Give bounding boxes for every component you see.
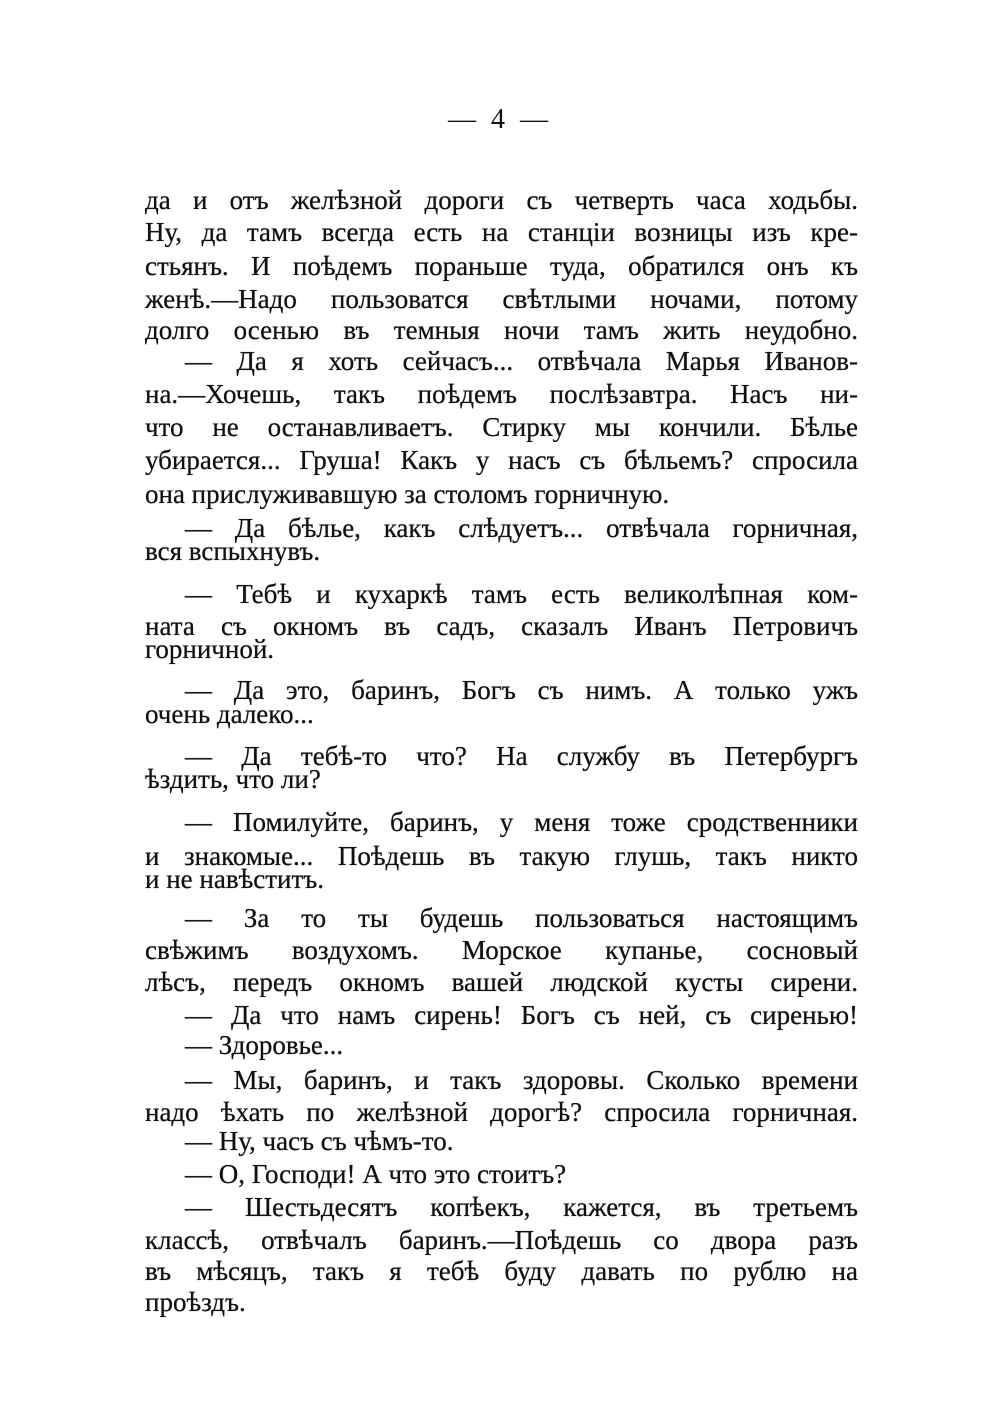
text-line: очень далеко... [145,699,314,729]
text-line: лѣсъ, передъ окномъ вашей людской кусты сирени. [145,967,858,997]
text-line: — Да это, баринъ, Богъ съ нимъ. А только ужъ [185,675,858,705]
page-number: — 4 — [448,104,552,135]
text-line: на.—Хочешь, такъ поѣдемъ послѣзавтра. Насъ ни- [145,379,858,409]
text-line: — Да я хоть сейчасъ... отвѣчала Марья Иванов- [185,346,858,376]
text-line: — За то ты будешь пользоваться настоящимъ [185,903,858,933]
text-line: ната съ окномъ въ садъ, сказалъ Иванъ Петровичъ [145,611,858,641]
text-line: убирается... Груша! Какъ у насъ съ бѣльемъ? спросила [145,445,858,475]
text-line: — Помилуйте, баринъ, у меня тоже сродственники [185,807,858,837]
text-line: въ мѣсяцъ, такъ я тебѣ буду давать по рублю на [145,1256,858,1286]
text-line: — Да бѣлье, какъ слѣдуетъ... отвѣчала горничная, [185,513,858,543]
text-line: — О, Господи! А что это стоитъ? [185,1159,567,1189]
text-line: и не навѣститъ. [145,864,324,894]
text-line: долго осенью въ темныя ночи тамъ жить неудобно. [145,315,858,345]
text-line: надо ѣхать по желѣзной дорогѣ? спросила горничная. [145,1097,858,1127]
text-line: — Тебѣ и кухаркѣ тамъ есть великолѣпная ком- [185,579,858,609]
text-line: и знакомые... Поѣдешь въ такую глушь, такъ никто [145,841,858,871]
text-line: стьянъ. И поѣдемъ пораньше туда, обратился онъ къ [145,251,858,281]
text-line: классѣ, отвѣчалъ баринъ.—Поѣдешь со двора разъ [145,1225,858,1255]
text-line: — Шестьдесятъ копѣекъ, кажется, въ третьемъ [185,1192,858,1222]
text-line: — Здоровье... [185,1030,344,1060]
text-line: женѣ.—Надо пользоватся свѣтлыми ночами, потому [145,284,858,314]
text-line: да и отъ желѣзной дороги съ четверть часа ходьбы. [145,185,858,215]
text-line: она прислуживавшую за столомъ горничную. [145,479,670,509]
text-line: что не останавливаетъ. Стирку мы кончили. Бѣлье [145,412,858,442]
text-line: — Да тебѣ-то что? На службу въ Петербургъ [185,741,858,771]
text-line: Ну, да тамъ всегда есть на станціи возницы изъ кре- [145,217,858,247]
text-line: — Да что намъ сирень! Богъ съ ней, съ сиренью! [185,1000,858,1030]
text-line: свѣжимъ воздухомъ. Морское купанье, сосновый [145,935,858,965]
text-line: — Мы, баринъ, и такъ здоровы. Сколько времени [185,1065,858,1095]
text-line: проѣздъ. [145,1287,246,1317]
text-line: вся вспыхнувъ. [145,536,321,566]
text-line: горничной. [145,634,275,664]
text-line: — Ну, часъ съ чѣмъ-то. [185,1126,454,1156]
text-line: ѣздить, что ли? [145,764,321,794]
